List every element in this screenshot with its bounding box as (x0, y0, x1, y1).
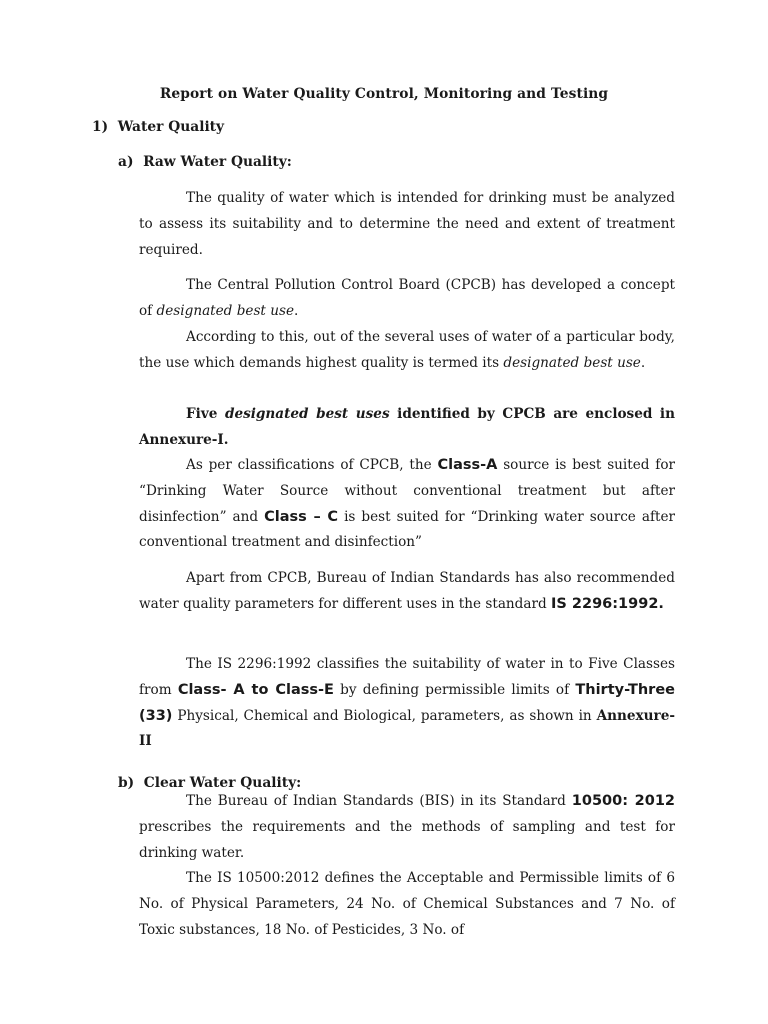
subsection-title: Raw Water Quality: (143, 154, 292, 170)
paragraph-raw-water-intro (139, 186, 675, 263)
paragraph-text: As per classifications of CPCB, the (186, 457, 438, 473)
bold-text: Five (186, 406, 225, 422)
bold-text: Class – C (264, 508, 339, 525)
emphasis-text: designated best use (156, 302, 294, 319)
subsection-letter: a) (118, 154, 134, 170)
emphasis-text: designated best use (503, 354, 641, 371)
paragraph-text: by defining permissible limits of (333, 681, 576, 698)
paragraph-text: The IS 2296:1992 classifies the suitability of water in to Five Classes from (139, 656, 675, 698)
paragraph-is2296-classes (139, 652, 675, 755)
paragraph-bis-parameters (139, 566, 675, 618)
paragraph-designated-best-use (139, 325, 675, 377)
bold-text: Class- A to Class-E (177, 681, 334, 698)
paragraph-text: is best suited for “Drinking water source after conventional treatment and disinfection” (139, 508, 675, 551)
paragraph-text: According to this, out of the several uses of water of a particular body, the use which demands highest quality is termed its (139, 329, 675, 371)
bold-italic-text: designated best uses (224, 406, 390, 422)
report-title: Report on Water Quality Control, Monitoring and Testing (159, 86, 609, 102)
bold-text: Annexure-II (139, 707, 675, 750)
bold-text: Class-A (437, 457, 498, 473)
bold-text: 10500: 2012 (571, 793, 676, 809)
paragraph-text: prescribes the requirements and the methods of sampling and test for drinking water. (139, 818, 675, 861)
paragraph-is10500-limits (139, 866, 675, 943)
paragraph-text: Physical, Chemical and Biological, parameters, as shown in (172, 707, 597, 724)
paragraph-cpcb-concept (139, 273, 675, 325)
subsection-title: Clear Water Quality: (143, 775, 302, 791)
paragraph-text: The Central Pollution Control Board (CPCB) has developed a concept of (139, 277, 675, 319)
paragraph-text: . (640, 354, 646, 371)
bold-text: IS 2296:1992. (551, 595, 664, 612)
bold-text: Thirty-Three (33) (139, 681, 675, 724)
section-title: Water Quality (117, 119, 225, 135)
section-number: 1) (92, 119, 109, 135)
paragraph-text: The Bureau of Indian Standards (BIS) in its Standard (186, 793, 572, 809)
bold-text: identified by CPCB are enclosed in Annexure-I. (139, 406, 675, 448)
paragraph-text: . (294, 302, 299, 319)
paragraph-cpcb-classes (139, 453, 675, 556)
paragraph-text: The quality of water which is intended for drinking must be analyzed to assess its suitability and to determine the need and extent of treatment required. (139, 190, 675, 258)
paragraph-bis-10500 (139, 789, 675, 866)
paragraph-text: source is best suited for “Drinking Water Source without conventional treatment but after disinfection” and (139, 457, 675, 525)
paragraph-five-uses (139, 402, 675, 454)
section-heading-water-quality (92, 119, 224, 135)
paragraph-text: The IS 10500:2012 defines the Acceptable and Permissible limits of 6 No. of Physical Parameters, 24 No. of Chemical Substances and 7 No. of Toxic substances, 18 No. of Pesticides, 3 No. of (139, 870, 675, 938)
subsection-letter: b) (118, 775, 135, 791)
subsection-heading-raw-water (118, 154, 292, 170)
paragraph-text: Apart from CPCB, Bureau of Indian Standards has also recommended water quality parameters for different uses in the standard (139, 570, 675, 612)
